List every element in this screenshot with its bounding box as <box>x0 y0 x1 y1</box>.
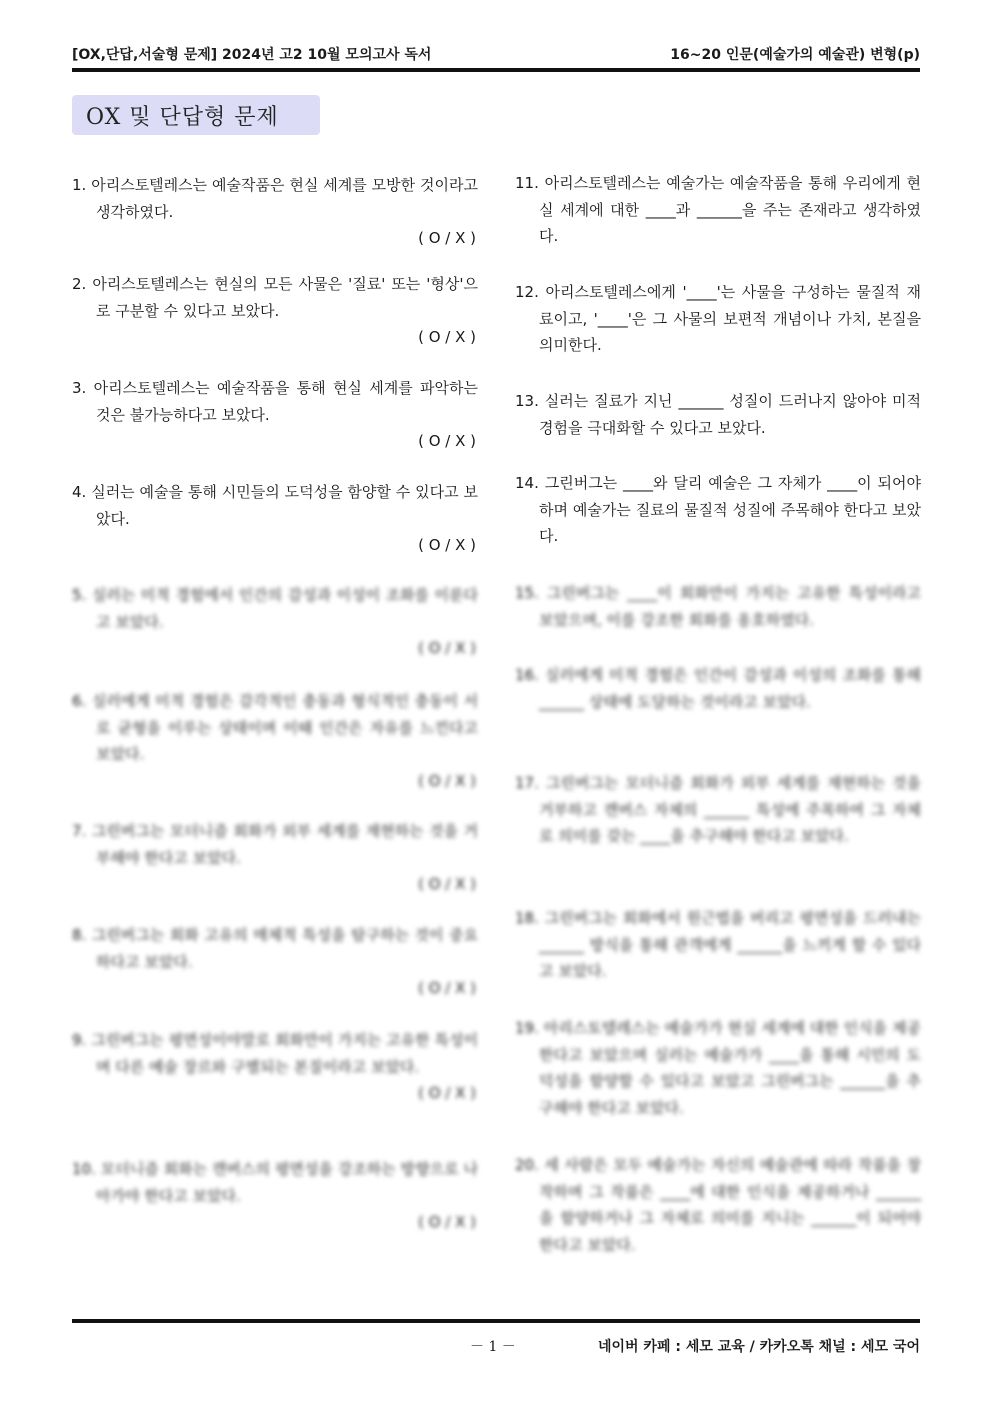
ox-answer[interactable]: ( O / X ) <box>418 639 476 657</box>
bottom-divider <box>72 1319 920 1323</box>
page-header <box>72 44 920 66</box>
ox-answer[interactable]: ( O / X ) <box>418 979 476 997</box>
question-17: 17. 그린버그는 모더니즘 회화가 외부 세계를 재현하는 것을 거부하고 캔버스 자체의 ______ 특성에 주목하여 그 자체로 의미를 갖는 ____을 추구해야 한다고 보았다. <box>515 774 921 845</box>
header-title: [OX,단답,서술형 문제] 2024년 고2 10월 모의고사 독서 <box>72 47 432 63</box>
question-6: 6. 실러에게 미적 경험은 감각적인 충동과 형식적인 충동이 서로 균형을 이루는 상태이며 이때 인간은 자유를 느낀다고 보았다. ( O / X ) <box>72 688 478 794</box>
question-12: 12. 아리스토텔레스에게 '____'는 사물을 구성하는 물질적 재료이고, '____'은 그 사물의 보편적 개념이나 가치, 본질을 의미한다. <box>515 283 921 354</box>
question-10: 10. 모더니즘 회화는 캔버스의 평면성을 강조하는 방향으로 나아가야 한다고 보았다. ( O / X ) <box>72 1156 478 1236</box>
ox-answer[interactable]: ( O / X ) <box>418 1213 476 1231</box>
question-3: 3. 아리스토텔레스는 예술작품을 통해 현실 세계를 파악하는 것은 불가능하다고 보았다. ( O / X ) <box>72 375 478 455</box>
question-19: 19. 아리스토텔레스는 예술가가 현실 세계에 대한 인식을 제공한다고 보았으며 실러는 예술가가 ____을 통해 시민의 도덕성을 함양할 수 있다고 보았고 그린버그는 ______을 추구해야 한다고 보았다. <box>515 1019 921 1117</box>
question-11: 11. 아리스토텔레스는 예술가는 예술작품을 통해 우리에게 현실 세계에 대한 ____과 ______을 주는 존재라고 생각하였다. <box>515 174 921 245</box>
question-5: 5. 실러는 미적 경험에서 인간의 감성과 이성이 조화를 이룬다고 보았다. ( O / X ) <box>72 582 478 662</box>
question-20: 20. 세 사람은 모두 예술가는 자신의 예술관에 따라 작품을 창작하며 그 작품은 ____에 대한 인식을 제공하거나 ______을 함양하거나 그 자체로 의미를 지니는 ______이 되어야 한다고 보았다. <box>515 1156 921 1254</box>
question-13: 13. 실러는 질료가 지닌 ______ 성질이 드러나지 않아야 미적 경험을 극대화할 수 있다고 보았다. <box>515 392 921 437</box>
question-9: 9. 그린버그는 평면성이야말로 회화만이 가지는 고유한 특성이며 다른 예술 장르와 구별되는 본질이라고 보았다. ( O / X ) <box>72 1027 478 1107</box>
header-subtitle: 16~20 인문(예술가의 예술관) 변형(p) <box>670 47 920 63</box>
question-2: 2. 아리스토텔레스는 현실의 모든 사물은 '질료' 또는 '형상'으로 구분할 수 있다고 보았다. ( O / X ) <box>72 271 478 351</box>
top-divider <box>72 68 920 72</box>
page-footer <box>72 1336 920 1358</box>
question-1: 1. 아리스토텔레스는 예술작품은 현실 세계를 모방한 것이라고 생각하였다. ( O / X ) <box>72 172 478 252</box>
ox-answer[interactable]: ( O / X ) <box>418 432 476 450</box>
question-15: 15. 그린버그는 ____이 회화만이 가지는 고유한 특성이라고 보았으며, 이를 강조한 회화를 옹호하였다. <box>515 584 921 629</box>
ox-answer[interactable]: ( O / X ) <box>418 771 476 790</box>
question-4: 4. 실러는 예술을 통해 시민들의 도덕성을 함양할 수 있다고 보았다. ( O / X ) <box>72 479 478 559</box>
section-title: OX 및 단답형 문제 <box>86 104 279 130</box>
ox-answer[interactable]: ( O / X ) <box>418 536 476 554</box>
ox-answer[interactable]: ( O / X ) <box>418 1084 476 1102</box>
page-number: － 1 － <box>470 1339 516 1355</box>
question-7: 7. 그린버그는 모더니즘 회화가 외부 세계를 재현하는 것을 거부해야 한다고 보았다. ( O / X ) <box>72 818 478 898</box>
ox-answer[interactable]: ( O / X ) <box>418 875 476 893</box>
question-14: 14. 그린버그는 ____와 달리 예술은 그 자체가 ____이 되어야 하며 예술가는 질료의 물질적 성질에 주목해야 한다고 보았다. <box>515 474 921 545</box>
question-8: 8. 그린버그는 회화 고유의 매체적 특성을 탐구하는 것이 중요하다고 보았다. ( O / X ) <box>72 922 478 1002</box>
question-18: 18. 그린버그는 회화에서 원근법을 버리고 평면성을 드러내는 ______ 방식을 통해 관객에게 ______을 느끼게 할 수 있다고 보았다. <box>515 909 921 980</box>
footer-contact: 네이버 카페 : 세모 교육 / 카카오톡 채널 : 세모 국어 <box>597 1339 920 1355</box>
section-title-box <box>72 95 320 135</box>
ox-answer[interactable]: ( O / X ) <box>418 328 476 346</box>
ox-answer[interactable]: ( O / X ) <box>418 229 476 247</box>
question-16: 16. 실러에게 미적 경험은 인간이 감성과 이성의 조화를 통해 ______ 상태에 도달하는 것이라고 보았다. <box>515 666 921 711</box>
